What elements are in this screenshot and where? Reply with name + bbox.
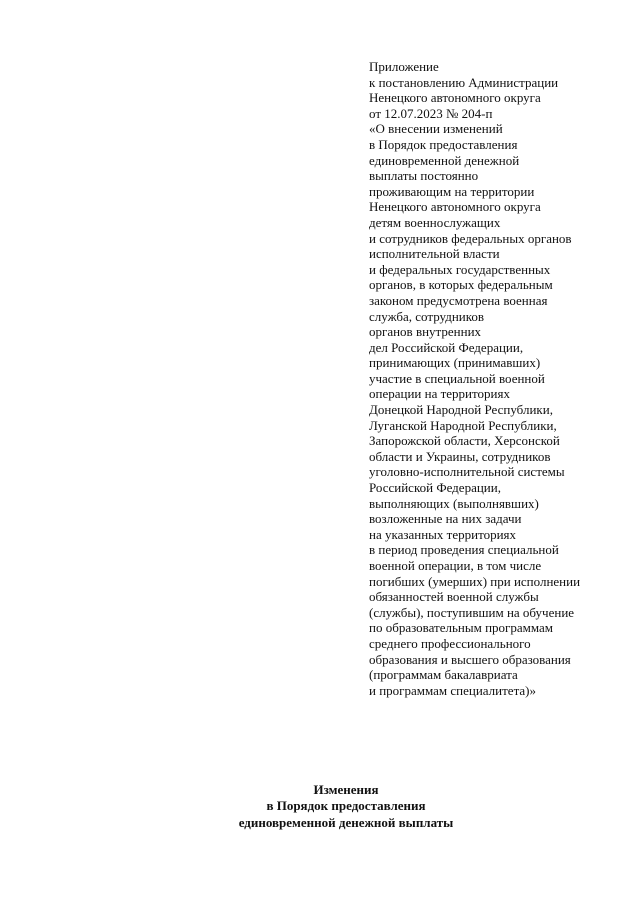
- appendix-line: уголовно-исполнительной системы: [369, 464, 565, 480]
- appendix-line: Ненецкого автономного округа: [369, 199, 541, 215]
- appendix-line: в период проведения специальной: [369, 542, 559, 558]
- appendix-line: обязанностей военной службы: [369, 589, 539, 605]
- appendix-line: в Порядок предоставления: [369, 136, 518, 152]
- appendix-line: детям военнослужащих: [369, 214, 501, 230]
- appendix-line: органов внутренних: [369, 324, 482, 340]
- appendix-line: и федеральных государственных: [369, 261, 551, 277]
- appendix-line: к постановлению Администрации: [369, 74, 559, 90]
- appendix-line: области и Украины, сотрудников: [369, 448, 551, 464]
- appendix-line: по образовательным программам: [369, 620, 554, 636]
- appendix-line: образования и высшего образования: [369, 651, 571, 667]
- appendix-line: (службы), поступившим на обучение: [369, 604, 575, 620]
- appendix-line: Приложение: [369, 59, 439, 74]
- appendix-line: исполнительной власти: [369, 246, 500, 262]
- appendix-line: участие в специальной военной: [369, 370, 545, 386]
- appendix-line: (программам бакалавриата: [369, 667, 518, 683]
- appendix-line: среднего профессионального: [369, 635, 531, 651]
- appendix-line: дел Российской Федерации,: [369, 339, 524, 355]
- appendix-line: на указанных территориях: [369, 526, 517, 542]
- appendix-line: служба, сотрудников: [369, 308, 485, 324]
- appendix-line: операции на территориях: [369, 386, 510, 402]
- appendix-line: проживающим на территории: [369, 183, 535, 199]
- appendix-line: единовременной денежной: [369, 152, 520, 168]
- appendix-line: и программам специалитета)»: [369, 682, 537, 698]
- appendix-line: выплаты постоянно: [369, 168, 479, 184]
- appendix-line: «О внесении изменений: [369, 121, 503, 137]
- appendix-line: законом предусмотрена военная: [369, 292, 548, 308]
- appendix-line: Российской Федерации,: [369, 480, 501, 496]
- document-title: [0, 782, 640, 831]
- appendix-line: принимающих (принимавших): [369, 355, 541, 371]
- appendix-line: Донецкой Народной Республики,: [369, 402, 553, 418]
- appendix-line: выполняющих (выполнявших): [369, 495, 539, 511]
- appendix-line: органов, в которых федеральным: [369, 277, 553, 293]
- appendix-line: и сотрудников федеральных органов: [369, 230, 572, 246]
- appendix-line: Запорожской области, Херсонской: [369, 433, 560, 449]
- appendix-line: от 12.07.2023 № 204-п: [369, 105, 493, 121]
- title-line: в Порядок предоставления: [266, 798, 426, 814]
- appendix-line: возложенные на них задачи: [369, 511, 522, 527]
- appendix-line: военной операции, в том числе: [369, 558, 542, 573]
- appendix-line: Луганской Народной Республики,: [369, 417, 557, 433]
- appendix-header: [369, 59, 631, 698]
- title-line: единовременной денежной выплаты: [238, 814, 454, 830]
- title-line: Изменения: [313, 782, 379, 797]
- appendix-line: Ненецкого автономного округа: [369, 90, 541, 106]
- appendix-line: погибших (умерших) при исполнении: [369, 573, 581, 589]
